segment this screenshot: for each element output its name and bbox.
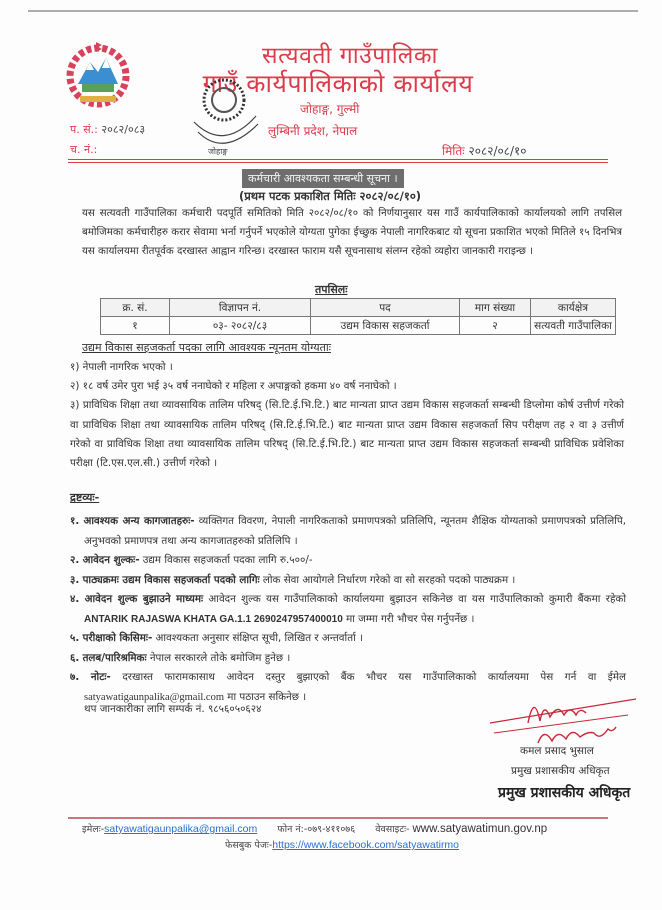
note-text: मा पठाउन सकिनेछ । bbox=[224, 690, 307, 703]
header-divider-2 bbox=[68, 162, 608, 163]
office-name: गाउँ कार्यपालिकाको कार्यालय bbox=[202, 69, 474, 98]
note-label: परीक्षाको किसिमः- bbox=[82, 632, 153, 644]
header-divider bbox=[68, 159, 608, 160]
footer-phone-label: फोन नं:- bbox=[277, 824, 308, 835]
cell-serial: १ bbox=[101, 317, 170, 335]
notice-body: यस सत्यवती गाउँपालिका कर्मचारी पदपूर्ति समितिको मिति २०८२/०८/१० को निर्णयानुसार यस गाउँ कार्यपालिकाको कार्यालयको लागि तपसिल बमोजिमका कर्मचारीहरु करार सेवामा भर्ना गर्नुपर्ने भएकोले योग्यता पुगेका ईच्छुक नेपाली नागरिकबाट यो सूचना प्रकाशित भएको मितिले १५ दिनभित्र यस कार्यालयमा रीतपूर्वक दरखास्त आह्वान गरिन्छ। दरखास्त फाराम यसै सूचनासाथ संलग्न रहेको व्यहोरा जानकारी गराइन्छ । bbox=[82, 208, 622, 258]
reference-value: २०८२/०८३ bbox=[101, 123, 146, 136]
footer-website-label: वेवसाइटः- bbox=[375, 824, 410, 835]
note-text: व्यक्तिगत विवरण, नेपाली नागरिकताको प्रमाणपत्रको प्रतिलिपि, न्यूनतम शैक्षिक योग्यताको प्रमाणपत्रको प्रतिलिपि, अनुभवको प्रमाणपत्र तथा अन्य कागजातहरुको प्रतिलिपि । bbox=[84, 515, 626, 547]
signatory-name: कमल प्रसाद भुसाल bbox=[520, 745, 594, 757]
note-item bbox=[70, 590, 626, 629]
reference-number bbox=[70, 122, 145, 137]
cell-workplace: सत्यवती गाउँपालिका bbox=[531, 317, 616, 335]
date-value: २०८२/०८/१० bbox=[468, 144, 527, 158]
note-text: नेपाल सरकारले तोके बमोजिम हुनेछ । bbox=[146, 651, 291, 664]
title-stamp: प्रमुख प्रशासकीय अधिकृत bbox=[498, 785, 631, 801]
dispatch-number bbox=[70, 142, 97, 157]
note-number: ७. bbox=[70, 671, 80, 683]
notes-heading: द्रष्टव्यः- bbox=[70, 491, 100, 504]
footer-website-link[interactable]: www.satyawatimun.gov.np bbox=[412, 823, 548, 835]
note-text: उद्यम विकास सहजकर्ता पदका लागि रु.५००/- bbox=[139, 554, 313, 566]
note-item bbox=[70, 571, 626, 591]
footer-facebook-label: फेसबुक पेजः- bbox=[225, 840, 273, 851]
qualification-item: १) नेपाली नागरिक भएको । bbox=[70, 361, 173, 373]
footer-facebook-line bbox=[225, 838, 459, 851]
reference-label: प. सं.: bbox=[70, 123, 98, 136]
svg-text:जोहाङ्ग: जोहाङ्ग bbox=[208, 147, 228, 156]
qualification-item: २) १८ वर्ष उमेर पुरा भई ३५ वर्ष ननाघेको र महिला र अपाङ्गको हकमा ४० वर्ष ननाघेको । bbox=[70, 380, 397, 393]
footer-email-link[interactable]: satyawatigaunpalika@gmail.com bbox=[104, 823, 258, 835]
note-item bbox=[70, 649, 626, 669]
table-row bbox=[101, 317, 616, 335]
note-label: आवेदन शुल्कः- bbox=[82, 554, 140, 566]
notes-list bbox=[70, 512, 626, 707]
table-header-row bbox=[101, 299, 616, 317]
office-stamp-icon bbox=[184, 72, 264, 162]
note-label: तलब/पारिश्रमिकः bbox=[82, 651, 147, 664]
municipality-name: सत्यवती गाउँपालिका bbox=[262, 43, 438, 69]
note-item bbox=[70, 629, 626, 649]
column-header-serial: क्र. सं. bbox=[101, 299, 170, 317]
footer-facebook-link[interactable]: https://www.facebook.com/satyawatirmo bbox=[272, 839, 460, 851]
qualification-list bbox=[70, 358, 624, 473]
details-heading: तपसिलः bbox=[315, 283, 348, 296]
footer-contact-line bbox=[82, 822, 547, 835]
cell-position: उद्यम विकास सहजकर्ता bbox=[311, 317, 460, 335]
cell-demand: २ bbox=[460, 317, 531, 335]
nepal-emblem-icon bbox=[66, 40, 130, 110]
dispatch-label: च. नं.: bbox=[70, 143, 98, 156]
email-link[interactable]: satyawatigaunpalika@gmail.com bbox=[84, 691, 225, 703]
signatory-title: प्रमुख प्रशासकीय अधिकृत bbox=[511, 765, 610, 777]
scan-edge-line bbox=[28, 10, 638, 12]
note-number: २. bbox=[70, 554, 80, 566]
note-label: पाठ्यक्रमः उद्यम विकास सहजकर्ता पदको लागिः bbox=[82, 573, 260, 586]
notice-subject: कर्मचारी आवश्यकता सम्बन्धी सूचना । bbox=[242, 169, 404, 188]
note-number: ५. bbox=[70, 632, 80, 644]
note-number: ४. bbox=[70, 593, 80, 605]
note-text: लोक सेवा आयोगले निर्धारण गरेको वा सो सरहको पदको पाठ्यक्रम । bbox=[259, 573, 516, 586]
column-header-demand: माग संख्या bbox=[460, 299, 531, 317]
note-text: आवेदन शुल्क यस गाउँपालिकाको कार्यालयमा बुझाउन सकिनेछ वा यस गाउँपालिकाको कुमारी बैंकमा रहेको bbox=[203, 593, 626, 605]
qualification-item: ३) प्राविधिक शिक्षा तथा व्यावसायिक तालिम परिषद् (सि.टि.ई.भि.टि.) बाट मान्यता प्राप्त उद्यम विकास सहजकर्ता सम्बन्धी डिप्लोमा कोर्ष उत्तीर्ण गरेको वा प्राविधिक शिक्षा तथा व्यावसायिक तालिम परिषद् (सि.टि.ई.भि.टि.) बाट मान्यता प्राप्त उद्यम विकास सहजकर्ता सिप परीक्षण तह २ वा ३ उत्तीर्ण गरेको वा प्राविधिक शिक्षा तथा व्यावसायिक तालिम परिषद् (सि.टि.ई.भि.टि.) बाट मान्यता प्राप्त उद्यम विकास सहजकर्ता सम्बन्धी प्राविधिक प्रवेशिका परीक्षा (टि.एस.एल.सी.) उत्तीर्ण गरेको । bbox=[70, 399, 624, 470]
first-publication-date: (प्रथम पटक प्रकाशित मितिः २०८२/०८/१०) bbox=[238, 189, 422, 203]
note-text: आवश्यकता अनुसार संक्षिप्त सूची, लिखित र अन्तर्वार्ता । bbox=[152, 632, 363, 644]
footer-divider bbox=[68, 817, 608, 819]
note-label: आवश्यक अन्य कागजातहरुः- bbox=[83, 515, 195, 527]
footer-email-label: इमेलः- bbox=[82, 824, 105, 835]
bank-account-number: ANTARIK RAJASWA KHATA GA.1.1 2690247957400010 bbox=[84, 613, 343, 625]
note-item bbox=[70, 551, 626, 571]
column-header-position: पद bbox=[311, 299, 460, 317]
letter-date bbox=[442, 142, 527, 159]
note-label: नोटः- bbox=[90, 671, 111, 683]
cell-ad-number: ०३- २०८२/८३ bbox=[170, 317, 311, 335]
date-label: मितिः bbox=[442, 144, 465, 158]
column-header-workplace: कार्यक्षेत्र bbox=[531, 299, 616, 317]
column-header-ad-number: विज्ञापन नं. bbox=[170, 299, 311, 317]
note-number: १. bbox=[70, 515, 80, 527]
note-number: ६. bbox=[70, 651, 80, 664]
note-label: आवेदन शुल्क बुझाउने माध्यमः bbox=[84, 593, 204, 605]
note-text: मा जम्मा गरी भौचर पेस गर्नुपर्नेछ । bbox=[342, 612, 475, 625]
note-number: ३. bbox=[70, 573, 80, 586]
vacancy-table bbox=[100, 298, 616, 335]
address-line-2: लुम्बिनी प्रदेश, नेपाल bbox=[268, 124, 358, 138]
contact-number: थप जानकारीका लागि सम्पर्क नं. ९८५६०५०६२४ bbox=[84, 703, 262, 715]
qualification-heading: उद्यम विकास सहजकर्ता पदका लागि आवश्यक न्यूनतम योग्यताः bbox=[82, 341, 331, 354]
note-text: दरखास्त फारामकासाथ आवेदन दस्तुर बुझाएको बैंक भौचर यस गाउँपालिकाको कार्यालयमा पेस गर्न वा ईमेल bbox=[110, 671, 626, 683]
address-line-1: जोहाङ्ग, गुल्मी bbox=[300, 102, 360, 116]
note-item bbox=[70, 512, 626, 551]
footer-phone: ०७९-४११०७६ bbox=[307, 824, 356, 835]
